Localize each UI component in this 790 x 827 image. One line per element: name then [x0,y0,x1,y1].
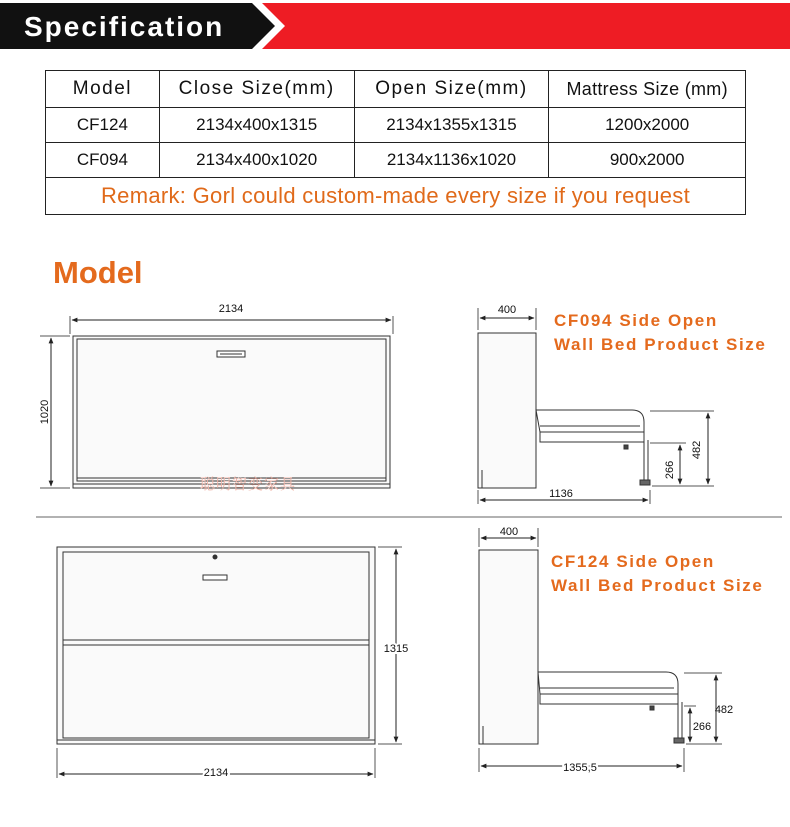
header-close-size: Close Size(mm) [159,71,354,108]
cf094-closed-depth-label: 400 [497,304,517,316]
cf124-side-label [551,550,763,598]
cf124-label-line1: CF124 Side Open [551,552,715,571]
cf094-label-line1: CF094 Side Open [554,311,718,330]
header-model: Model [46,71,160,108]
cf094-front-height-label: 1020 [39,399,51,425]
cell-model: CF094 [46,143,160,178]
banner-title: Specification [24,11,225,42]
cf124-bed-height-label: 482 [714,704,734,716]
cell-close-size: 2134x400x1020 [159,143,354,178]
cf124-front-view [57,547,402,778]
cf094-bed-height-label: 482 [691,440,703,460]
cf094-front-view [40,316,393,488]
watermark-text: 聪明智变家具 [200,475,297,493]
cf124-label-line2: Wall Bed Product Size [551,576,764,595]
cell-mattress-size: 900x2000 [549,143,746,178]
cf124-closed-depth-label: 400 [499,526,519,538]
cf094-side-label [554,309,766,357]
cell-close-size: 2134x400x1315 [159,108,354,143]
cf124-front-width-label: 2134 [203,767,229,779]
cf124-front-height-label: 1315 [383,643,409,655]
cf094-front-width-label: 2134 [218,303,244,315]
header-open-size: Open Size(mm) [354,71,549,108]
remark-text: Remark: Gorl could custom-made every size if you request [46,178,746,215]
cf094-leg-height-label: 266 [664,460,676,480]
model-title: Model [53,255,143,290]
cell-model: CF124 [46,108,160,143]
header-mattress-size: Mattress Size (mm) [549,71,746,108]
cf124-leg-height-label: 266 [692,721,712,733]
cell-mattress-size: 1200x2000 [549,108,746,143]
cf124-open-depth-label: 1355,5 [563,762,597,774]
cell-open-size: 2134x1136x1020 [354,143,549,178]
cf094-open-depth-label: 1136 [549,488,573,500]
cf094-label-line2: Wall Bed Product Size [554,335,767,354]
cell-open-size: 2134x1355x1315 [354,108,549,143]
